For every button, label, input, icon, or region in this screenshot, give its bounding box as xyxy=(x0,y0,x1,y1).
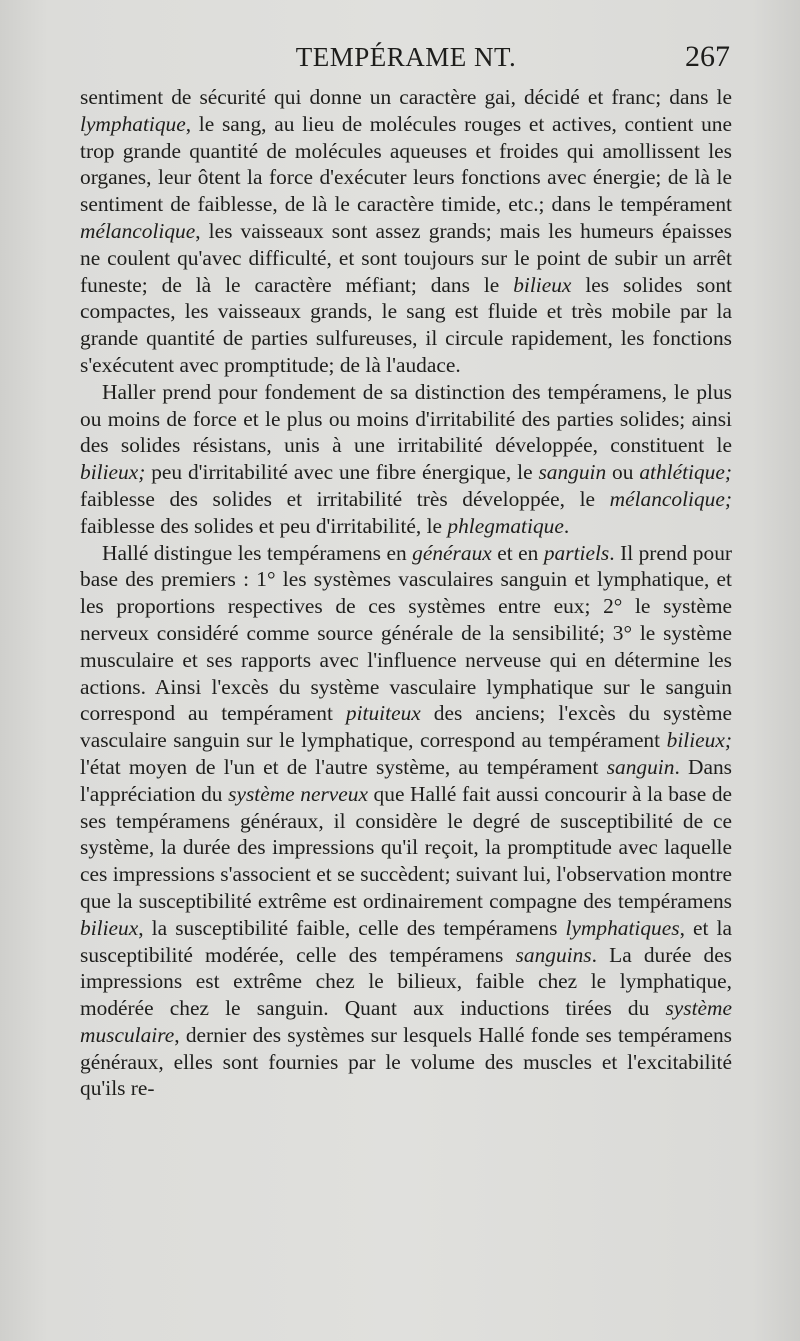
text-run: Haller prend pour fondement de sa distinction des tempéramens, le plus ou moins de force et le plus ou moins d'irritabilité des parties solides; ainsi des solides résistans, unis à une irritabilité développée, constituent le xyxy=(80,379,732,458)
text-run: ou xyxy=(606,460,640,485)
italic-term: sanguin xyxy=(606,754,675,779)
text-run: . Dans l'appréciation du xyxy=(80,754,732,806)
italic-term: bilieux xyxy=(513,272,572,297)
running-title: TEMPÉRAME NT. xyxy=(295,42,517,72)
italic-term: bilieux; xyxy=(666,728,732,753)
text-run: sentiment de sécurité qui donne un caractère gai, décidé et franc; dans le xyxy=(80,85,732,109)
text-run: faiblesse des solides et peu d'irritabilité, le xyxy=(80,513,448,538)
text-run: que Hallé fait aussi concourir à la base de ses tempéramens généraux, il considère le degré de susceptibilité de ce système, la durée des impressions qu'il reçoit, la promptitude avec laquelle ces impressions s'associent et se succèdent; suivant lui, l'observation montre que la susceptibilité extrême est ordinairement compagne des tempéramens xyxy=(80,781,733,913)
italic-term: sanguins xyxy=(515,942,592,967)
page-header xyxy=(80,38,732,78)
text-run: l'état moyen de l'un et de l'autre système, au tempérament xyxy=(80,754,607,779)
paragraph xyxy=(80,84,732,379)
italic-term: sanguin xyxy=(538,460,607,485)
text-run: , les vaisseaux sont assez grands; mais les humeurs épaisses ne coulent qu'avec difficulté, et sont toujours sur le point de subir un arrêt funeste; de là le caractère méfiant; dans le xyxy=(80,218,732,297)
text-run: , la susceptibilité faible, celle des tempéramens xyxy=(138,915,566,940)
italic-term: athlétique; xyxy=(639,460,732,485)
italic-term: lymphatique xyxy=(80,111,186,136)
italic-term: bilieux; xyxy=(80,460,146,485)
text-run: , le sang, au lieu de molécules rouges et actives, contient une trop grande quantité de molécules aqueuses et froides qui amollissent les organes, leur ôtent la force d'exécuter leurs fonctions avec énergie; de là le sentiment de faiblesse, de là le caractère timide, etc.; dans le tempérament xyxy=(80,111,732,217)
text-run: , et la susceptibilité modérée, celle des tempéramens xyxy=(80,915,732,967)
paragraph xyxy=(80,540,732,1103)
page-number: 267 xyxy=(685,40,730,73)
italic-term: mélancolique; xyxy=(609,486,732,511)
italic-term: pituiteux xyxy=(345,701,421,726)
italic-term: système nerveux xyxy=(228,781,368,806)
italic-term: partiels xyxy=(543,540,610,565)
paragraph xyxy=(80,379,732,540)
text-run: peu d'irritabilité avec une fibre énergique, le xyxy=(145,460,539,485)
italic-term: mélancolique xyxy=(80,218,196,243)
text-run: des anciens; l'excès du système vasculaire sanguin sur le lymphatique, correspond au tempérament xyxy=(80,701,732,753)
text-run: . xyxy=(563,513,570,538)
text-run: faiblesse des solides et irritabilité très développée, le xyxy=(80,486,610,511)
text-run: . Il prend pour base des premiers : 1° les systèmes vasculaires sanguin et lymphatique, et les proportions respectives de ces systèmes entre eux; 2° le système nerveux considéré comme source générale de la sensibilité; 3° le système musculaire et ses rapports avec l'influence nerveuse qui en détermine les actions. Ainsi l'excès du système vasculaire lymphatique sur le sanguin correspond au tempérament xyxy=(80,540,733,726)
italic-term: généraux xyxy=(412,540,492,565)
text-run: Hallé distingue les tempéramens en xyxy=(102,540,413,565)
text-run: et en xyxy=(491,540,544,565)
italic-term: système musculaire xyxy=(80,996,732,1047)
text-run: les solides sont compactes, les vaisseaux grands, le sang est fluide et très mobile par la grande quantité de parties sulfureuses, il circule rapidement, les fonctions s'exécutent avec promptitude; de là l'audace. xyxy=(80,272,732,377)
italic-term: bilieux xyxy=(80,915,139,940)
text-run: , dernier des systèmes sur lesquels Hallé fonde ses tempéramens généraux, elles sont fournies par le volume des muscles et l'excitabilité qu'ils re- xyxy=(80,1022,732,1101)
italic-term: phlegmatique xyxy=(447,513,564,538)
italic-term: lymphatiques xyxy=(565,915,680,940)
text-run: . La durée des impressions est extrême chez le bilieux, faible chez le lymphatique, modérée chez le sanguin. Quant aux inductions tirées du xyxy=(80,942,733,1021)
body-text xyxy=(80,84,732,1102)
